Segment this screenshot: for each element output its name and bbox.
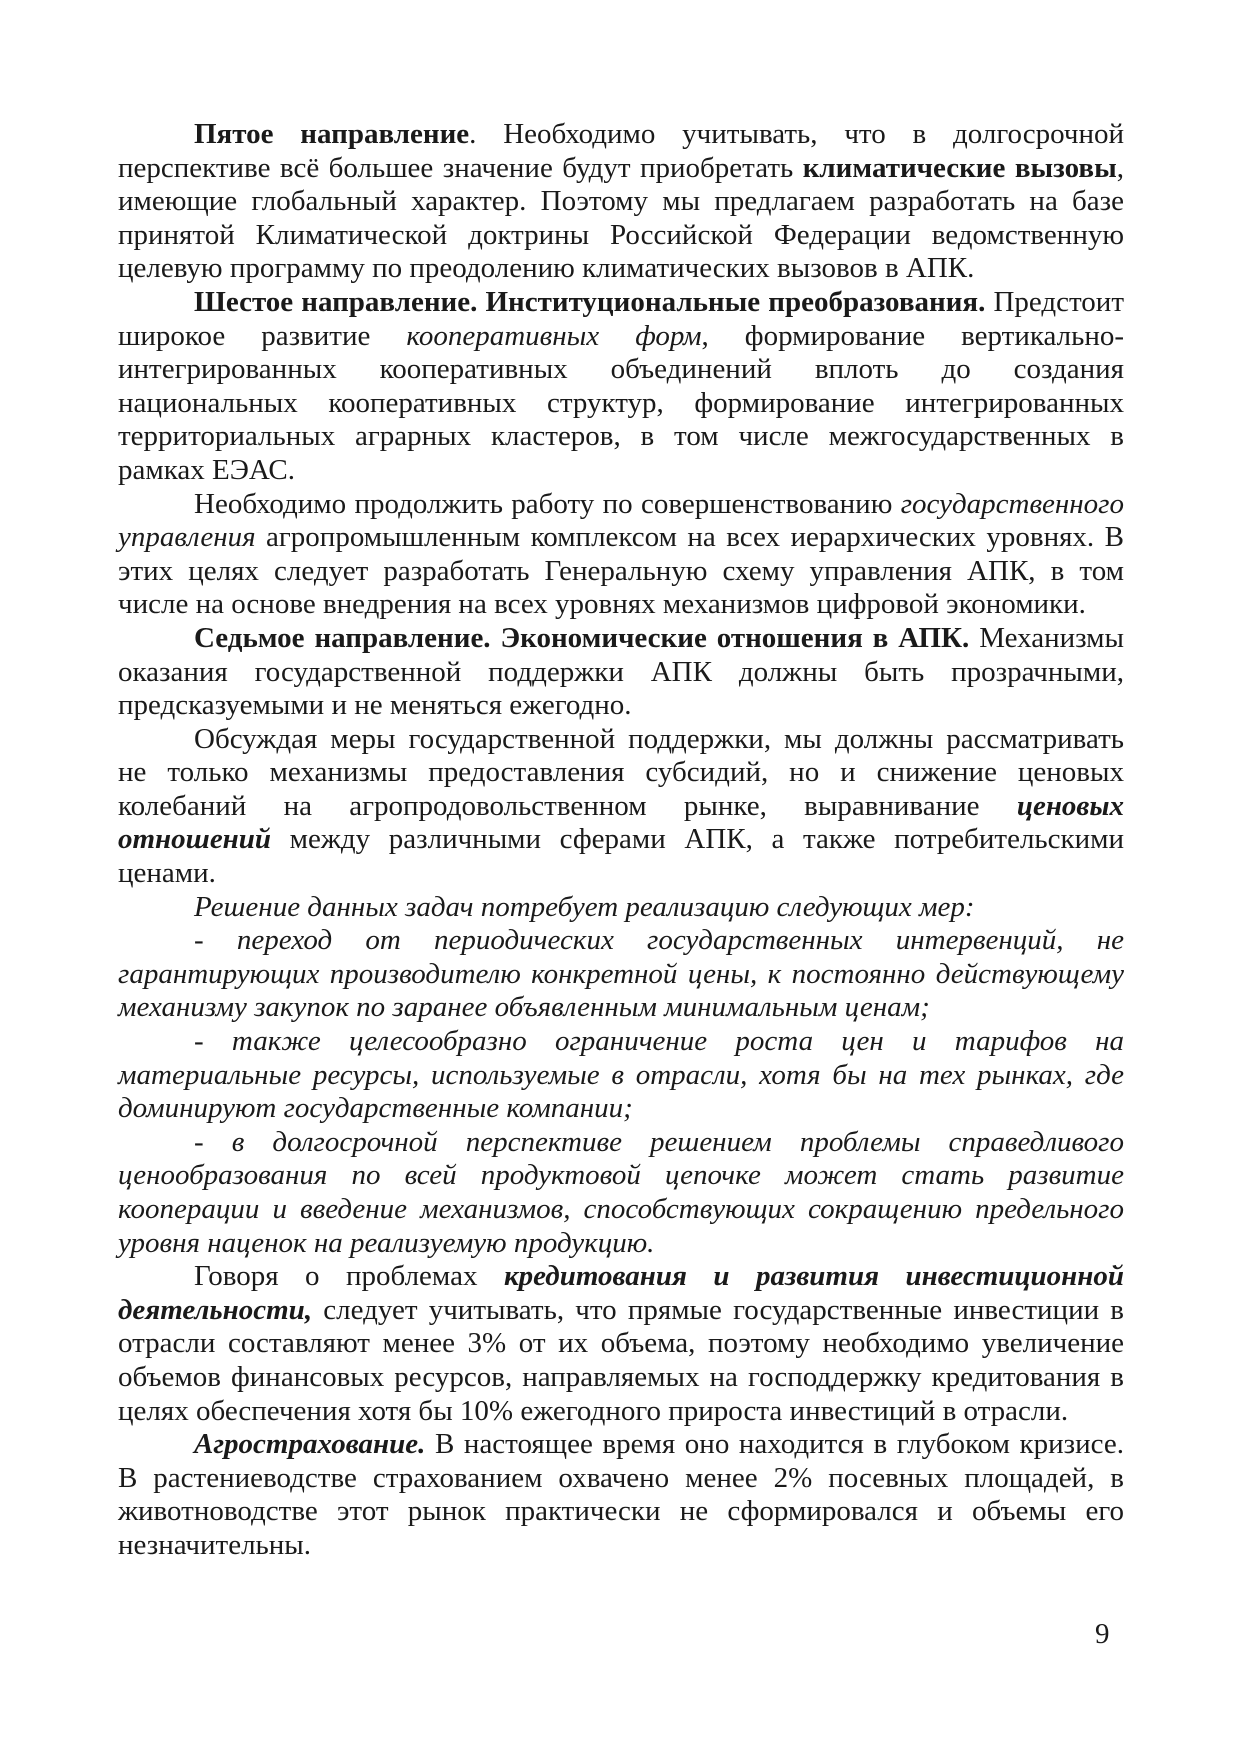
text-run: В настоящее время оно находится в глубоком кризисе. В растениеводстве страхованием охвачено менее 2% посевных площадей, в животноводстве этот рынок практически не сформировался и объемы его незначительны. <box>118 1428 1124 1561</box>
text-run: , формирование вертикально-интегрированных кооперативных объединений вплоть до создания национальных кооперативных структур, формирование интегрированных территориальных аграрных кластеров, в том числе межгосударственных в рамках ЕЭАС. <box>118 319 1124 486</box>
text-run: ценовых отношений <box>118 789 1124 856</box>
paragraph <box>118 488 1124 622</box>
text-run: Пятое направление <box>194 118 470 150</box>
paragraph <box>118 1428 1124 1562</box>
paragraph <box>118 1025 1124 1126</box>
paragraph <box>118 118 1124 286</box>
text-run: следует учитывать, что прямые государственные инвестиции в отрасли составляют менее 3% от их объема, поэтому необходимо увеличение объемов финансовых ресурсов, направляемых на господдержку кредитования в целях обеспечения хотя бы 10% ежегодного прироста инвестиций в отрасли. <box>118 1293 1124 1427</box>
text-run: Решение данных задач потребует реализацию следующих мер: <box>194 890 975 923</box>
page-number: 9 <box>1095 1618 1110 1650</box>
text-run: - переход от периодических государственных интервенций, не гарантирующих производителю конкретной цены, к постоянно действующему механизму закупок по заранее объявленным минимальным ценам; <box>118 924 1124 1024</box>
paragraph <box>118 1260 1124 1428</box>
text-run: - в долгосрочной перспективе решением проблемы справедливого ценообразования по всей продуктовой цепочке может стать развитие кооперации и введение механизмов, способствующих сокращению предельного уровня наценок на реализуемую продукцию. <box>118 1125 1124 1259</box>
text-run: - также целесообразно ограничение роста цен и тарифов на материальные ресурсы, используемые в отрасли, хотя бы на тех рынках, где доминируют государственные компании; <box>118 1025 1124 1125</box>
text-run: кооперативных форм <box>406 319 702 352</box>
text-run: климатические вызовы <box>802 151 1117 184</box>
text-run: между различными сферами АПК, а также потребительскими ценами. <box>118 823 1124 890</box>
paragraph <box>118 723 1124 891</box>
paragraph <box>118 286 1124 488</box>
text-run: . Необходимо учитывать, что в долгосрочной перспективе всё большее значение будут приобретать <box>118 118 1125 184</box>
text-run: кредитования и развития инвестиционной деятельности, <box>118 1260 1124 1326</box>
text-run: Обсуждая меры государственной поддержки, мы должны рассматривать не только механизмы предоставления субсидий, но и снижение ценовых колебаний на агропродовольственном рынке, выравнивание <box>118 722 1124 822</box>
text-run: агропромышленным комплексом на всех иерархических уровнях. В этих целях следует разработать Генеральную схему управления АПК, в том числе на основе внедрения на всех уровнях механизмов цифровой экономики. <box>118 521 1124 621</box>
text-run: Механизмы оказания государственной поддержки АПК должны быть прозрачными, предсказуемыми и не меняться ежегодно. <box>118 621 1125 722</box>
paragraph <box>118 891 1124 925</box>
text-run: Говоря о проблемах <box>194 1260 504 1293</box>
text-run: Предстоит широкое развитие <box>118 285 1124 352</box>
text-run: государственного управления <box>118 487 1124 554</box>
paragraph <box>118 622 1124 723</box>
document-body <box>118 118 1124 1563</box>
text-run: Седьмое направление. Экономические отношения в АПК. <box>194 621 970 654</box>
text-run: Шестое направление. Институциональные преобразования. <box>194 285 986 318</box>
text-run: Необходимо продолжить работу по совершенствованию <box>194 487 901 520</box>
text-run: , имеющие глобальный характер. Поэтому мы предлагаем разработать на базе принятой Климатической доктрины Российской Федерации ведомственную целевую программу по преодолению климатических вызовов в АПК. <box>118 151 1124 285</box>
paragraph <box>118 924 1124 1025</box>
paragraph <box>118 1126 1124 1260</box>
text-run: Агрострахование. <box>194 1428 426 1461</box>
